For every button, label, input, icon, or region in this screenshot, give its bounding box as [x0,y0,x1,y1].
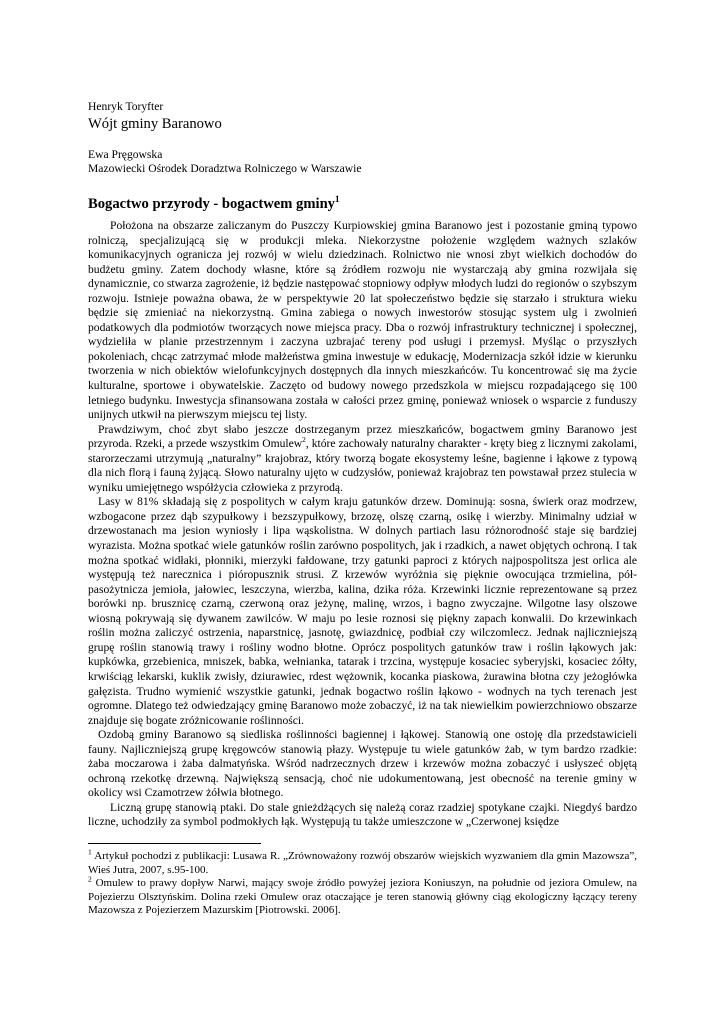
paragraph-2-footnote-ref: 2 [302,435,306,445]
article-title [88,190,339,213]
paragraph-4: Ozdobą gminy Baranowo są siedliska roślinności bagiennej i łąkowej. Stanowią one ostoję dla przedstawicieli fauny. Najliczniejszą grupę kręgowców stanowią płazy. Występuje tu wiele gatunków żab, w tym bardzo rzadkie: żaba moczarowa i żaba dalmatyńska. Wśród nadrzecznych drzew i krzewów można zobaczyć i usłyszeć objętą ochroną rzekotkę drzewną. Największą sensacją, choć nie udokumentowaną, jest obecność na terenie gminy w okolicy wsi Czamotrzew żółwia błotnego. [88,728,637,800]
paragraph-2-part-a: Prawdziwym, choć zbyt słabo jeszcze dostrzeganym przez mieszkańców, bogactwem gminy Baranowo jest przyroda. Rzeki, a przede wszystkim Omulew [88,422,637,451]
paragraph-3: Lasy w 81% składają się z pospolitych w całym kraju gatunków drzew. Dominują: sosna, świerk oraz modrzew, wzbogacone przez dąb szypułkowy i bezszypułkowy, brzozę, olszę czarną, osikę i wierzby. Minimalny udział w drzewostanach ma jesion wyniosły i lipa wąskolistna. W dolnych partiach lasu różnorodność staje się bardziej wyrazista. Można spotkać wiele gatunków roślin zarówno pospolitych, jak i rzadkich, a nawet objętych ochroną. I tak można spotkać widłaki, płonniki, mierzyki fałdowane, trzy gatunki paproci z których najpospolitsza jest orlica ale występują też narecznica i pióropusznik strusi. Z krzewów wyróżnia się pięknie owocująca trzmielina, pół-pasożytnicza jemioła, jałowiec, leszczyna, wierzba, kalina, dzika róża. Krzewinki licznie reprezentowane są przez borówki np. brusznicę czarną, czerwoną oraz jeżynę, malinę, wrzos, i bagno zwyczajne. Wilgotne lasy olszowe wiosną pokrywają się dywanem zawilców. W maju po lesie roznosi się piękny zapach konwalii. Do krzewinkach roślin można zaliczyć ostrzenia, naparstnicę, jasnotę, gwiazdnicę, podbiał czy wilczomlecz. Jednak najliczniejszą grupę roślin stanowią trawy i rośliny wodno błotne. Oprócz pospolitych gatunków traw i roślin łąkowych jak: kupkówka, grzebienica, mniszek, babka, wełnianka, tatarak i trzcina, występuje kosaciec syberyjski, kosaciec żółty, krwiściąg lekarski, kuklik zwisły, dziurawiec, rdest wężownik, kocanka piaskowa, żurawina błotna czy jeżogłówka gałęzista. Trudno wymienić wszystkie gatunki, jednak bogactwo roślin łąkowo - wodnych na tych terenach jest ogromne. Dlatego też odwiedzający gminę Baranowo może zobaczyć, iż na tak niewielkim powierzchniowo obszarze znajduje się bogate zróżnicowanie roślinności. [88,495,637,727]
paragraph-2-part-b: , które zachowały naturalny charakter - kręty bieg z licznymi zakolami, starorzeczami utrzymują „naturalny” krajobraz, który tworzą bogate ekosystemy leśne, bagienne i łąkowe z typową dla nich florą i fauną żyjącą. Słowo naturalny ujęto w cudzysłów, ponieważ krajobraz ten powstawał przez stulecia w wyniku umiejętnego współżycia człowieka z przyrodą. [88,437,637,494]
article-title-text: Bogactwo przyrody - bogactwem gminy [88,195,335,212]
article-body [88,219,637,830]
footnote-1-text: Artykuł pochodzi z publikacji: Lusawa R. „Zrównoważony rozwój obszarów wiejskich wyzwaniem dla gmin Mazowsza”, Wieś Jutra, 2007, s.95-100. [88,850,637,876]
author-name-1: Henryk Toryfter [88,100,164,113]
paragraph-5: Liczną grupę stanowią ptaki. Do stale gnieżdżących się należą coraz rzadziej spotykane czajki. Niegdyś bardzo liczne, uchodziły za symbol podmokłych łąk. Występują tu także umieszczone w „Czerwonej księdze [88,800,637,829]
author-role-1: Wójt gminy Baranowo [88,116,222,132]
footnote-2-number: 2 [88,874,92,884]
footnote-2 [88,874,638,918]
author-affiliation-2: Mazowiecki Ośrodek Doradztwa Rolniczego w Warszawie [88,162,362,175]
author-name-2: Ewa Pręgowska [88,148,163,161]
footnote-1-number: 1 [88,847,92,857]
title-footnote-ref: 1 [334,194,340,204]
footnote-1 [88,847,637,877]
footnote-2-text: Omulew to prawy dopływ Narwi, mający swoje źródło powyżej jeziora Koniuszyn, na południe od jeziora Omulew, na Pojezierzu Olsztyńskim. Dolina rzeki Omulew oraz otaczające je teren stanowią główny ciąg ekologiczny łączący tereny Mazowsza z Pojezierzem Mazurskim [Piotrowski. 2006]. [88,877,638,916]
footnote-separator [88,843,261,844]
paragraph-1: Położona na obszarze zaliczanym do Puszczy Kurpiowskiej gmina Baranowo jest i pozostanie gminą typowo rolniczą, specjalizującą się w produkcji mleka. Niekorzystne położenie względem ważnych szlaków komunikacyjnych ogranicza jej rozwój w wielu dziedzinach. Rolnictwo nie wnosi zbyt wielkich dochodów do budżetu gminy. Zatem dochody własne, które są źródłem rozwoju nie wystarczają aby gmina rozwijała się dynamicznie, co stwarza zagrożenie, iż będzie następować stopniowy odpływ młodych ludzi do regionów o szybszym rozwoju. Istnieje poważna obawa, że w perspektywie 20 lat społeczeństwo będzie się starzało i struktura wieku będzie się zmieniać na niekorzystną. Gmina zabiega o nowych inwestorów stosując system ulg i zwolnień podatkowych dla podmiotów tworzących nowe miejsca pracy. Dba o rozwój infrastruktury technicznej i społecznej, wydzieliła w planie przestrzennym i zaczyna uzbrajać tereny pod usługi i przemysł. Myśląc o przyszłych pokoleniach, chcąc zatrzymać młode małżeństwa gmina inwestuje w edukację, Modernizacja szkół idzie w kierunku tworzenia w nich obiektów wielofunkcyjnych dostępnych dla innych mieszkańców. Tu koncentrować się ma życie kulturalne, sportowe i obywatelskie. Zaczęto od budowy nowego przedszkola w miejscu rozpadającego się 100 letniego budynku. Inwestycja sfinansowana została w całości przez gminę, ponieważ wniosek o wsparcie z funduszy unijnych utkwił na pierwszym miejscu tej listy. [88,219,637,422]
paragraph-2 [88,423,637,496]
